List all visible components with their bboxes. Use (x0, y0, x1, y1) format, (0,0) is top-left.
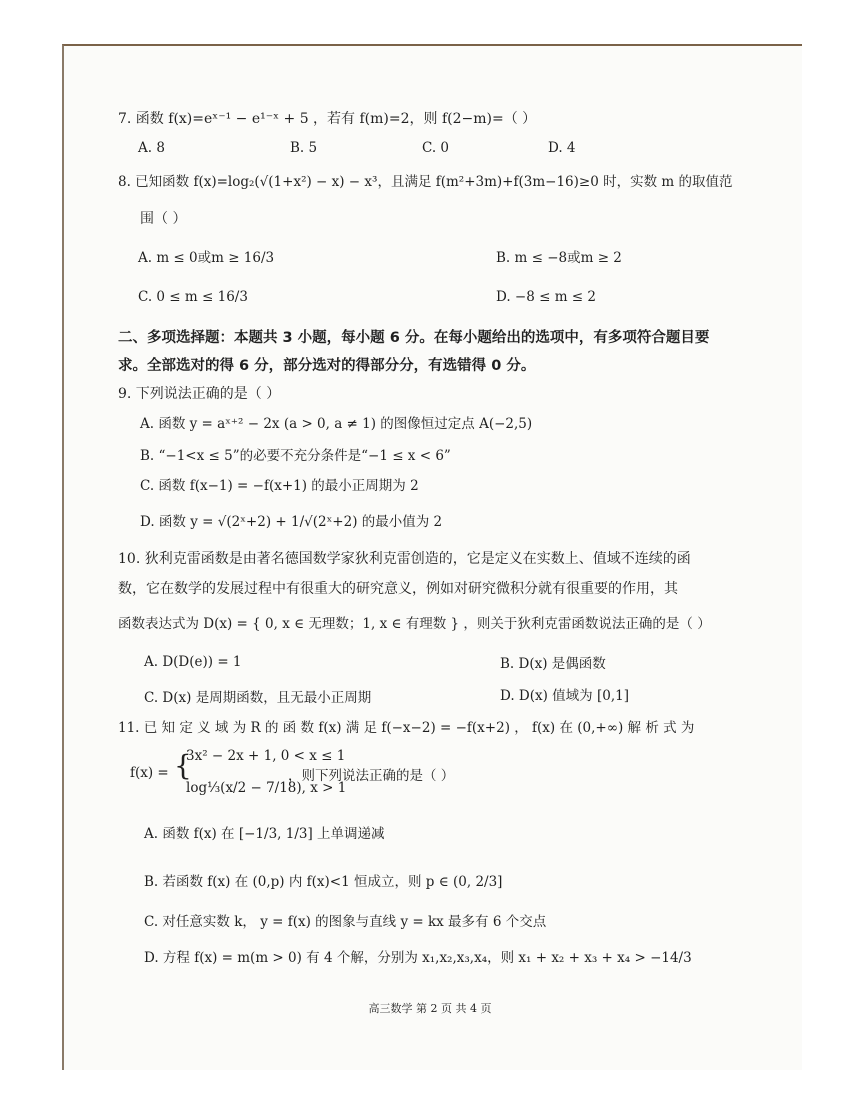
q9-option-d: D. 函数 y = √(2ˣ+2) + 1/√(2ˣ+2) 的最小值为 2 (140, 514, 443, 530)
question-8-stem-cont: 围（ ） (140, 211, 187, 227)
section-2-heading: 二、多项选择题：本题共 3 小题，每小题 6 分。在每小题给出的选项中，有多项符合题目要 (118, 330, 710, 346)
question-9-stem: 9. 下列说法正确的是（ ） (118, 386, 281, 402)
page-footer: 高三数学 第 2 页 共 4 页 (368, 1002, 492, 1015)
q10-option-b: B. D(x) 是偶函数 (500, 656, 606, 672)
q7-option-b: B. 5 (290, 140, 318, 156)
question-11-line-1: 11. 已 知 定 义 域 为 R 的 函 数 f(x) 满 足 f(−x−2) = −f(x+2) ， f(x) 在 (0,+∞) 解 析 式 为 (118, 720, 695, 736)
question-10-line-2: 数，它在数学的发展过程中有很重大的研究意义，例如对研究微积分就有很重要的作用，其 (118, 581, 678, 597)
q7-option-d: D. 4 (548, 140, 576, 156)
question-8-stem: 8. 已知函数 f(x)=log₂(√(1+x²) − x) − x³，且满足 f(m²+3m)+f(3m−16)≥0 时，实数 m 的取值范 (118, 174, 733, 190)
question-7-stem: 7. 函数 f(x)=eˣ⁻¹ − e¹⁻ˣ + 5 ，若有 f(m)=2，则 f(2−m)=（ ） (118, 111, 537, 127)
q7-option-a: A. 8 (138, 140, 165, 156)
q11-option-b: B. 若函数 f(x) 在 (0,p) 内 f(x)<1 恒成立，则 p ∈ (0, 2/3] (144, 874, 503, 890)
question-10-line-1: 10. 狄利克雷函数是由著名德国数学家狄利克雷创造的，它是定义在实数上、值域不连续的函 (118, 551, 691, 567)
q7-option-c: C. 0 (422, 140, 450, 156)
q11-option-c: C. 对任意实数 k， y = f(x) 的图象与直线 y = kx 最多有 6 个交点 (144, 914, 547, 930)
q8-option-a: A. m ≤ 0或m ≥ 16/3 (138, 250, 275, 266)
question-10-line-3: 函数表达式为 D(x) = { 0, x ∈ 无理数；1, x ∈ 有理数 } ，则关于狄利克雷函数说法正确的是（ ） (118, 616, 711, 632)
q10-option-c: C. D(x) 是周期函数，且无最小正周期 (144, 690, 372, 706)
q11-piecewise-label: f(x) = (130, 765, 169, 781)
q9-option-a: A. 函数 y = aˣ⁺² − 2x (a > 0, a ≠ 1) 的图像恒过定点 A(−2,5) (140, 416, 533, 432)
q9-option-b: B. “−1<x ≤ 5”的必要不充分条件是“−1 ≤ x < 6” (140, 448, 451, 464)
q11-question: ，则下列说法正确的是（ ） (288, 768, 455, 784)
q10-option-a: A. D(D(e)) = 1 (144, 654, 242, 670)
q11-brace: { (174, 749, 192, 782)
q9-option-c: C. 函数 f(x−1) = −f(x+1) 的最小正周期为 2 (140, 478, 419, 494)
q11-option-d: D. 方程 f(x) = m(m > 0) 有 4 个解，分别为 x₁,x₂,x₃,x₄，则 x₁ + x₂ + x₃ + x₄ > −14/3 (144, 950, 692, 966)
q11-piece-2: log⅓(x/2 − 7/18), x > 1 (186, 780, 347, 796)
q11-option-a: A. 函数 f(x) 在 [−1/3, 1/3] 上单调递减 (144, 826, 385, 842)
q8-option-d: D. −8 ≤ m ≤ 2 (496, 289, 597, 305)
q11-piece-1: 3x² − 2x + 1, 0 < x ≤ 1 (186, 748, 346, 764)
q8-option-b: B. m ≤ −8或m ≥ 2 (496, 250, 622, 266)
section-2-instructions: 求。全部选对的得 6 分，部分选对的得部分分，有选错得 0 分。 (118, 358, 536, 374)
q10-option-d: D. D(x) 值域为 [0,1] (500, 688, 629, 704)
q8-option-c: C. 0 ≤ m ≤ 16/3 (138, 289, 248, 305)
